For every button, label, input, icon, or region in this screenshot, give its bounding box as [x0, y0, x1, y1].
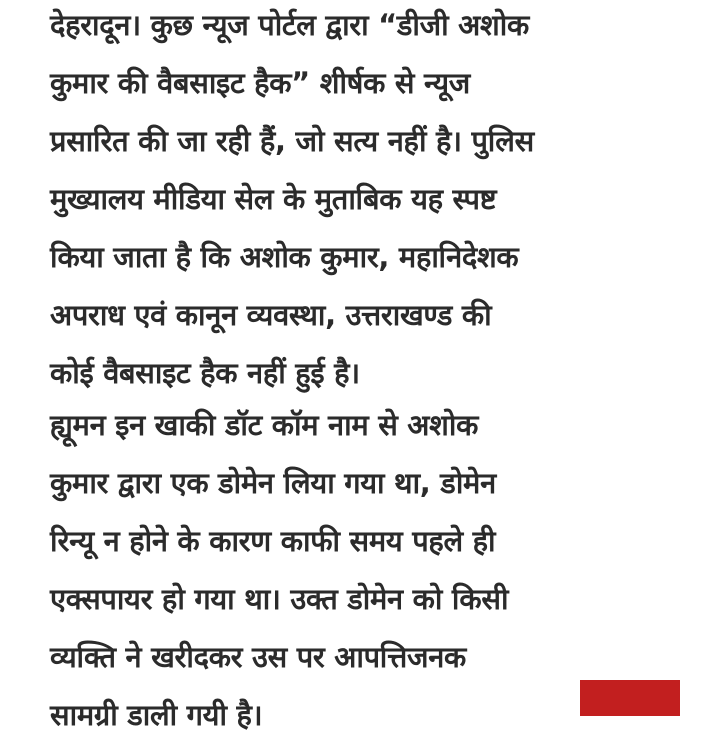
paragraph-line: कोई वैबसाइट हैक नहीं हुई है।	[50, 356, 360, 390]
paragraph-line: एक्सपायर हो गया था। उक्त डोमेन को किसी	[50, 582, 509, 616]
paragraph-line: अपराध एवं कानून व्यवस्था, उत्तराखण्ड की	[50, 298, 492, 332]
paragraph-line: देहरादून। कुछ न्यूज पोर्टल द्वारा “डीजी अशोक	[50, 8, 529, 42]
paragraph-line: किया जाता है कि अशोक कुमार, महानिदेशक	[50, 240, 519, 274]
paragraph-line: मुख्यालय मीडिया सेल के मुताबिक यह स्पष्ट	[50, 182, 497, 216]
paragraph-line: व्यक्ति ने खरीदकर उस पर आपत्तिजनक	[50, 640, 466, 674]
paragraph-line: सामग्री डाली गयी है।	[50, 698, 263, 732]
paragraph-line: कुमार की वैबसाइट हैक” शीर्षक से न्यूज	[50, 66, 470, 100]
paragraph-line: रिन्यू न होने के कारण काफी समय पहले ही	[50, 524, 496, 558]
paragraph-line: ह्यूमन इन खाकी डॉट कॉम नाम से अशोक	[50, 408, 479, 442]
paragraph-line: कुमार द्वारा एक डोमेन लिया गया था, डोमेन	[50, 466, 496, 500]
article-paragraph-1	[50, 0, 534, 402]
article-paragraph-2	[50, 396, 508, 744]
paragraph-line: प्रसारित की जा रही हैं, जो सत्य नहीं है। पुलिस	[50, 124, 534, 158]
red-accent-button[interactable]	[580, 680, 680, 716]
